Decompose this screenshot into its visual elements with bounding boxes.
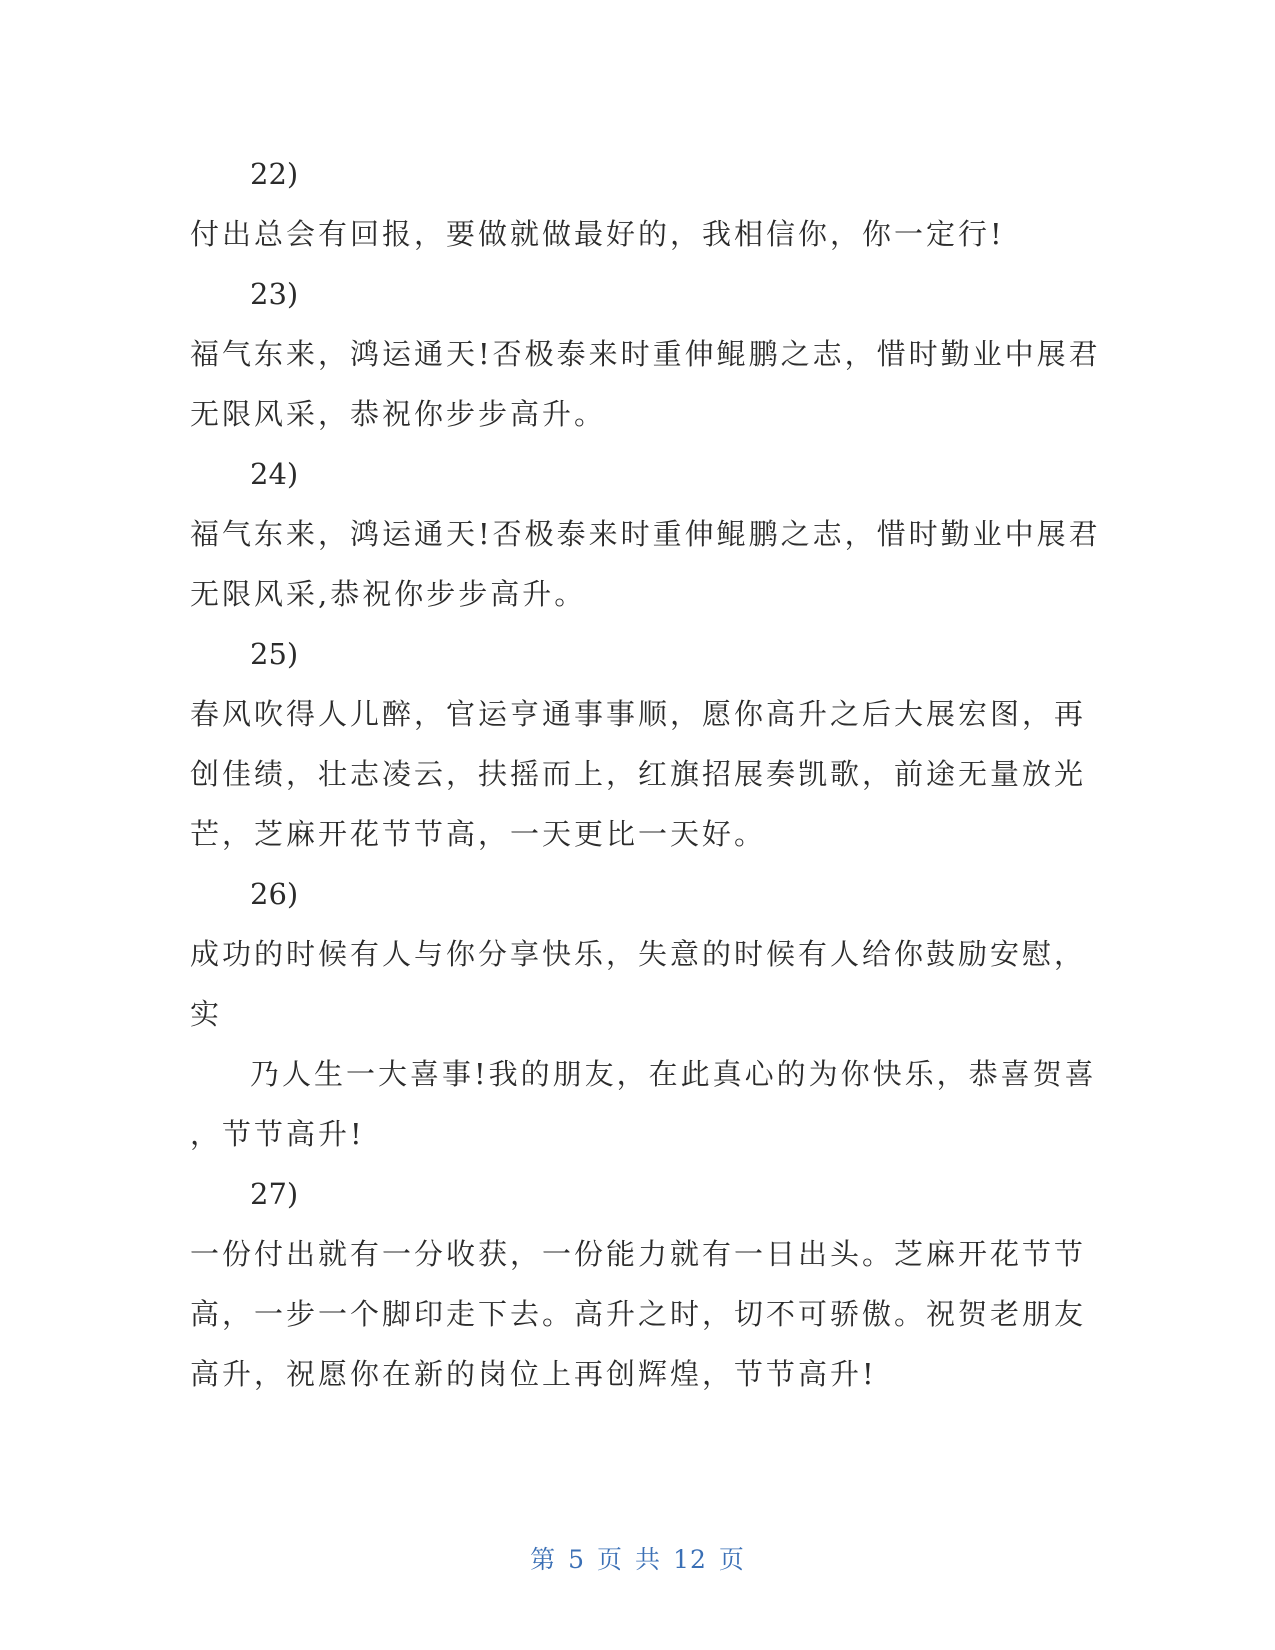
paragraph-line-indented: 乃人生一大喜事!我的朋友，在此真心的为你快乐，恭喜贺喜: [250, 1057, 1097, 1091]
paragraph-line: 无限风采,恭祝你步步高升。: [190, 577, 587, 611]
paragraph-line: 成功的时候有人与你分享快乐，失意的时候有人给你鼓励安慰，: [190, 937, 1087, 971]
footer-total-word: 共: [635, 1545, 662, 1574]
item-number-23: 23): [250, 277, 299, 311]
footer-suffix: 页: [718, 1545, 745, 1574]
footer-total-pages: 12: [673, 1545, 707, 1574]
item-number-24: 24): [250, 457, 299, 491]
item-number-27: 27): [250, 1177, 299, 1211]
footer-prefix: 第: [530, 1545, 557, 1574]
paragraph-line: 春风吹得人儿醉，官运亨通事事顺，愿你高升之后大展宏图，再: [190, 697, 1087, 731]
paragraph-line: 创佳绩，壮志凌云，扶摇而上，红旗招展奏凯歌，前途无量放光: [190, 757, 1087, 791]
footer-page-number: 5: [568, 1545, 586, 1574]
paragraph-line: 无限风采，恭祝你步步高升。: [190, 397, 607, 431]
item-number-26: 26): [250, 877, 299, 911]
paragraph-line: 高升，祝愿你在新的岗位上再创辉煌，节节高升!: [190, 1357, 877, 1391]
paragraph-line: ，节节高升!: [190, 1117, 365, 1151]
footer-page-word: 页: [597, 1545, 624, 1574]
paragraph-line: 高，一步一个脚印走下去。高升之时，切不可骄傲。祝贺老朋友: [190, 1297, 1087, 1331]
paragraph-line: 付出总会有回报，要做就做最好的，我相信你，你一定行!: [190, 217, 1005, 251]
paragraph-line: 芒，芝麻开花节节高，一天更比一天好。: [190, 817, 767, 851]
item-number-22: 22): [250, 157, 299, 191]
paragraph-line: 实: [190, 997, 223, 1031]
paragraph-line: 福气东来，鸿运通天!否极泰来时重伸鲲鹏之志，惜时勤业中展君: [190, 517, 1101, 551]
item-number-25: 25): [250, 637, 299, 671]
paragraph-line: 一份付出就有一分收获，一份能力就有一日出头。芝麻开花节节: [190, 1237, 1087, 1271]
paragraph-line: 福气东来，鸿运通天!否极泰来时重伸鲲鹏之志，惜时勤业中展君: [190, 337, 1101, 371]
page-footer: [0, 1540, 1275, 1576]
document-body: [190, 144, 1101, 1404]
